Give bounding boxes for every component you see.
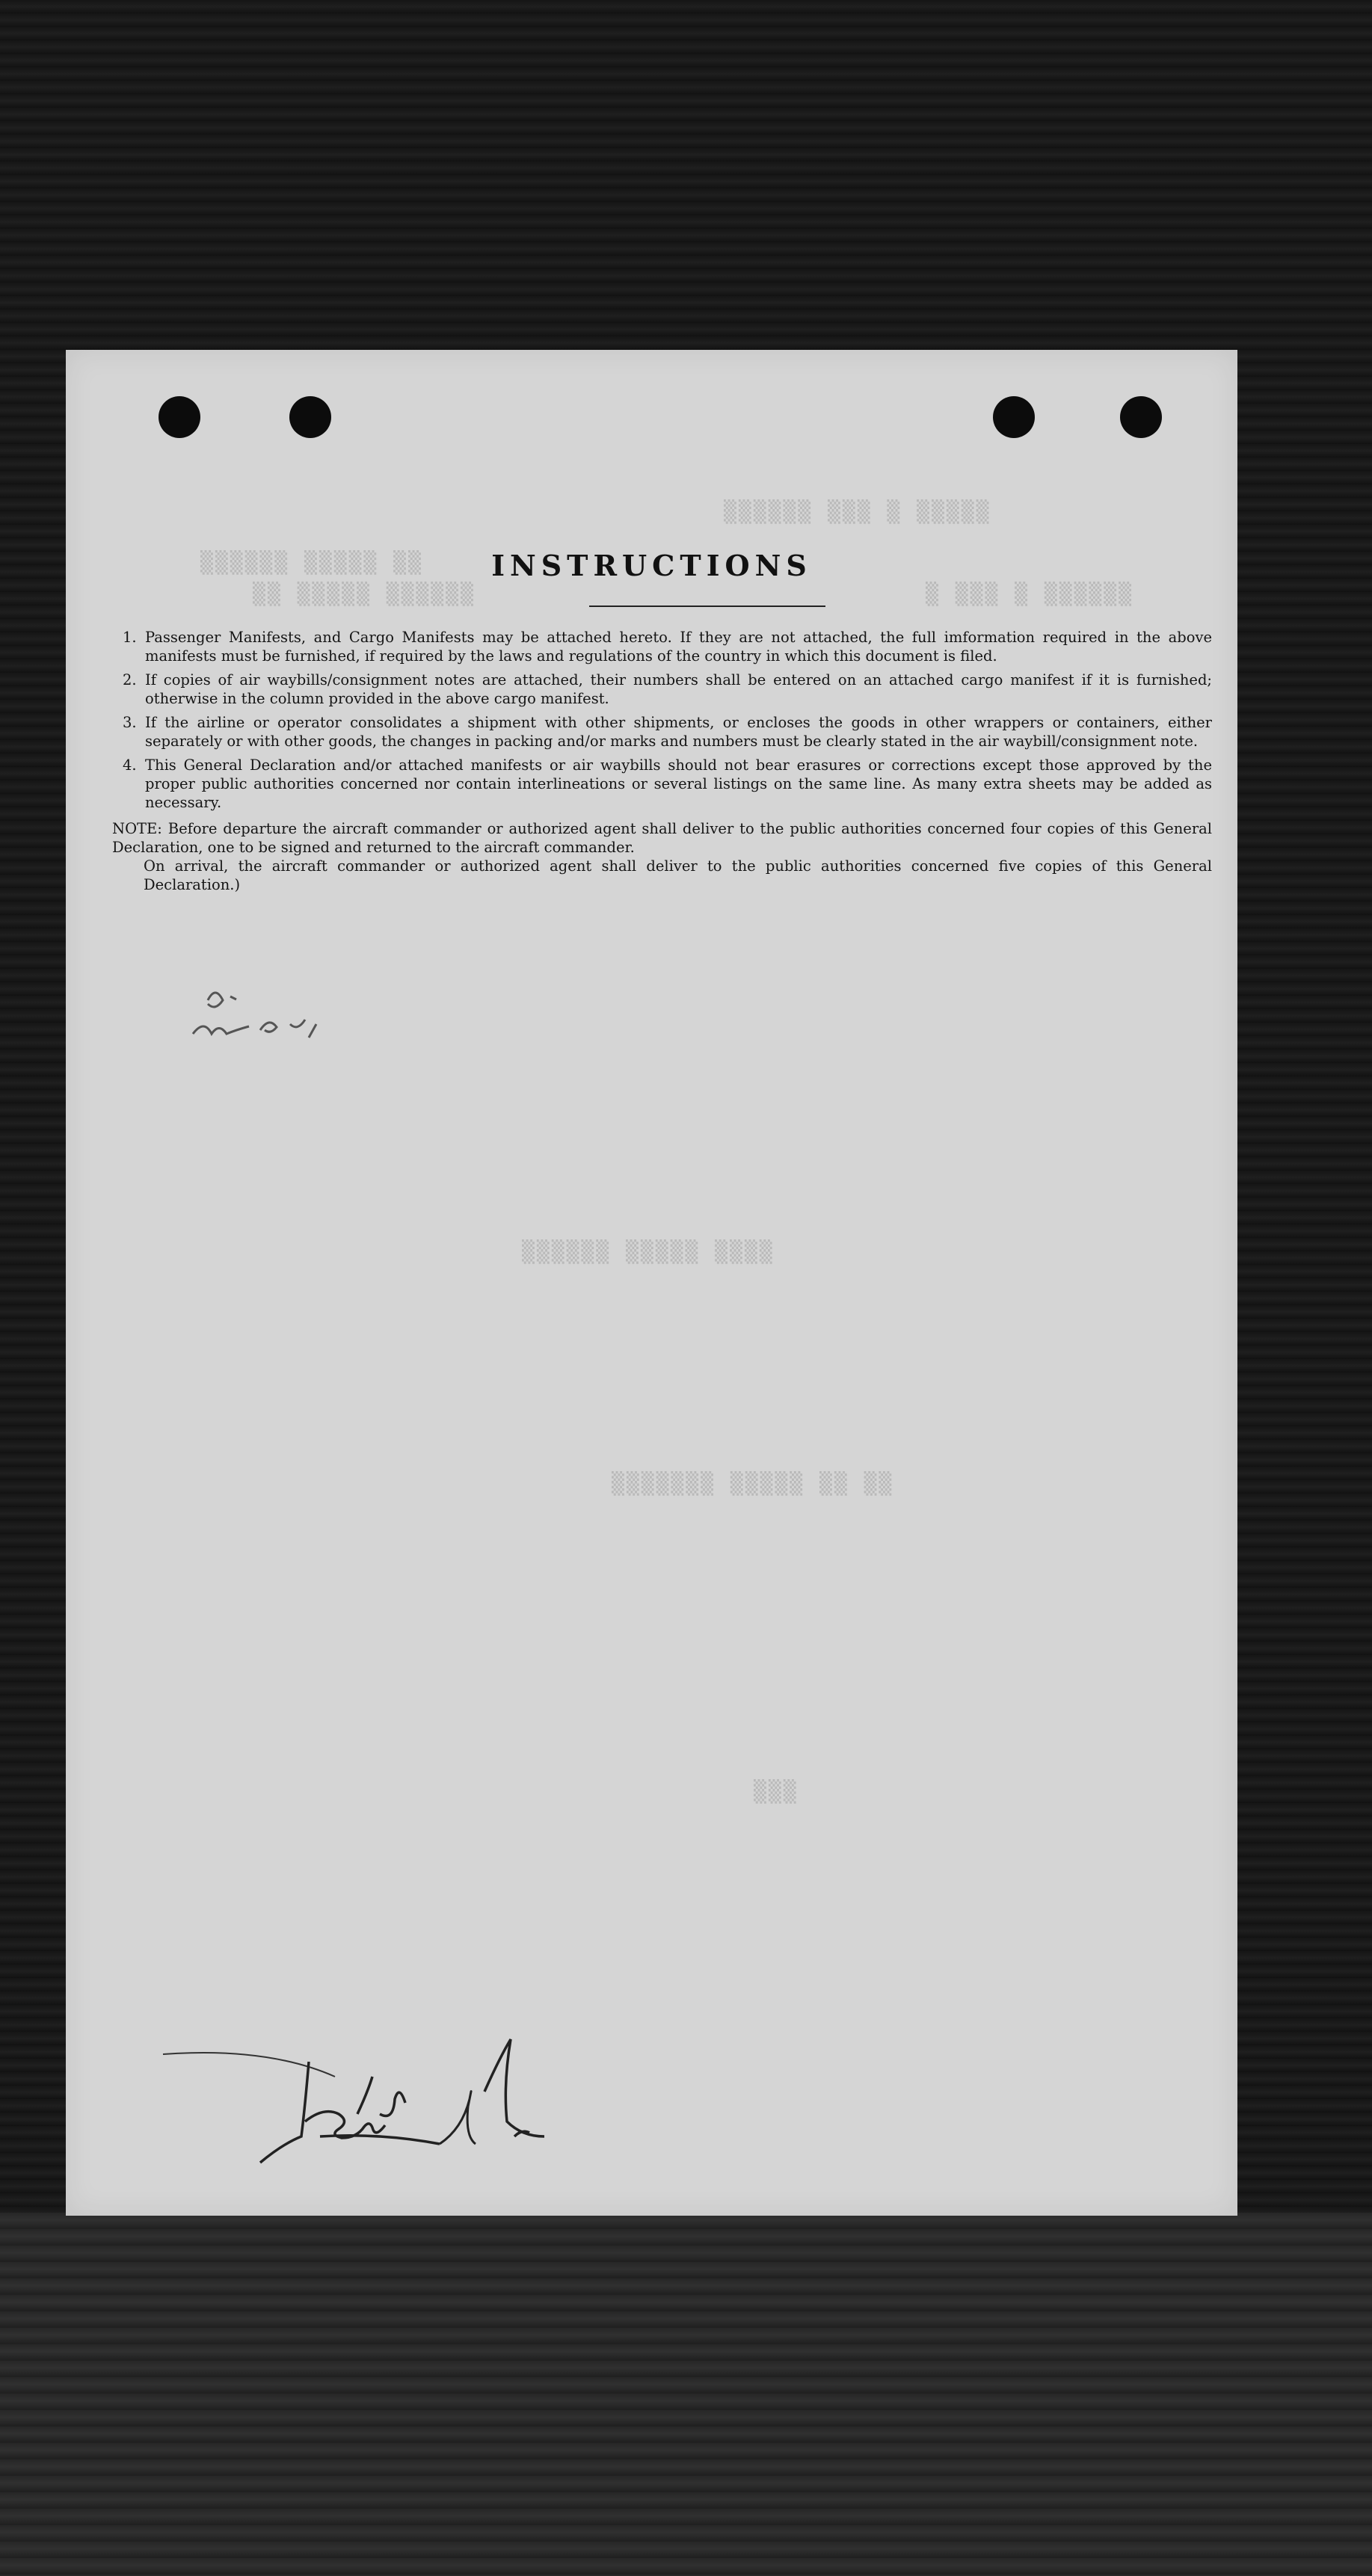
note-arrival-text: On arrival, the aircraft commander or authorized agent shall deliver to the public authorities concerned five copies of this General Declaration.) [144,857,1212,893]
punch-hole [289,396,331,438]
bleed-through-text: ▒▒▒▒▒▒▒ ▒▒▒▒▒ ▒▒ ▒▒ [612,1471,894,1496]
list-item [112,628,1212,665]
document-page [66,350,1237,2216]
note-text: Before departure the aircraft commander or authorized agent shall deliver to the public authorities concerned four copies of this General Declaration, one to be signed and returned to the aircraft commander. [112,820,1212,856]
bleed-through-text: ▒ ▒▒▒ ▒ ▒▒▒▒▒▒ [926,582,1134,606]
item-number: 3. [123,714,137,731]
punch-hole [993,396,1035,438]
signature [156,2032,619,2196]
item-text: If the airline or operator consolidates a shipment with other shipments, or encloses the goods in other wrappers or containers, either separately or with other goods, the changes in packing and/or marks and numbers must be clearly stated in the air waybill/consignment note. [145,714,1212,750]
bleed-through-text: ▒▒▒▒▒▒ ▒▒▒▒▒ ▒▒ [200,550,423,575]
scan-background-bottom [0,2213,1372,2576]
punch-hole [1120,396,1162,438]
item-text: If copies of air waybills/consignment notes are attached, their numbers shall be entered on an attached cargo manifest if it is furnished; otherwise in the column provided in the above cargo manifest. [145,671,1212,707]
note-block [112,819,1212,894]
list-item [112,756,1212,812]
item-number: 2. [123,671,137,688]
bleed-through-text: ▒▒▒▒▒▒ ▒▒▒ ▒ ▒▒▒▒▒ [724,499,991,524]
title-underline [589,606,825,607]
item-text: Passenger Manifests, and Cargo Manifests may be attached hereto. If they are not attached, the full imformation required in the above manifests must be furnished, if required by the laws and regulations of the country in which this document is filed. [145,629,1212,665]
item-number: 1. [123,629,137,646]
instructions-list [112,628,1212,894]
list-item [112,713,1212,751]
bleed-through-text: ▒▒▒ [754,1779,799,1804]
list-item [112,671,1212,708]
handwritten-mark [178,978,402,1060]
page-title: INSTRUCTIONS [491,549,812,582]
note-label: NOTE: [112,820,162,837]
bleed-through-text: ▒▒ ▒▒▒▒▒ ▒▒▒▒▒▒ [253,582,476,606]
item-number: 4. [123,757,137,774]
punch-hole [159,396,200,438]
bleed-through-text: ▒▒▒▒▒▒ ▒▒▒▒▒ ▒▒▒▒ [522,1239,775,1264]
item-text: This General Declaration and/or attached manifests or air waybills should not bear erasures or corrections except those approved by the proper public authorities concerned nor contain interlineations or several listings on the same line. As many extra sheets may be added as necessary. [145,757,1212,811]
